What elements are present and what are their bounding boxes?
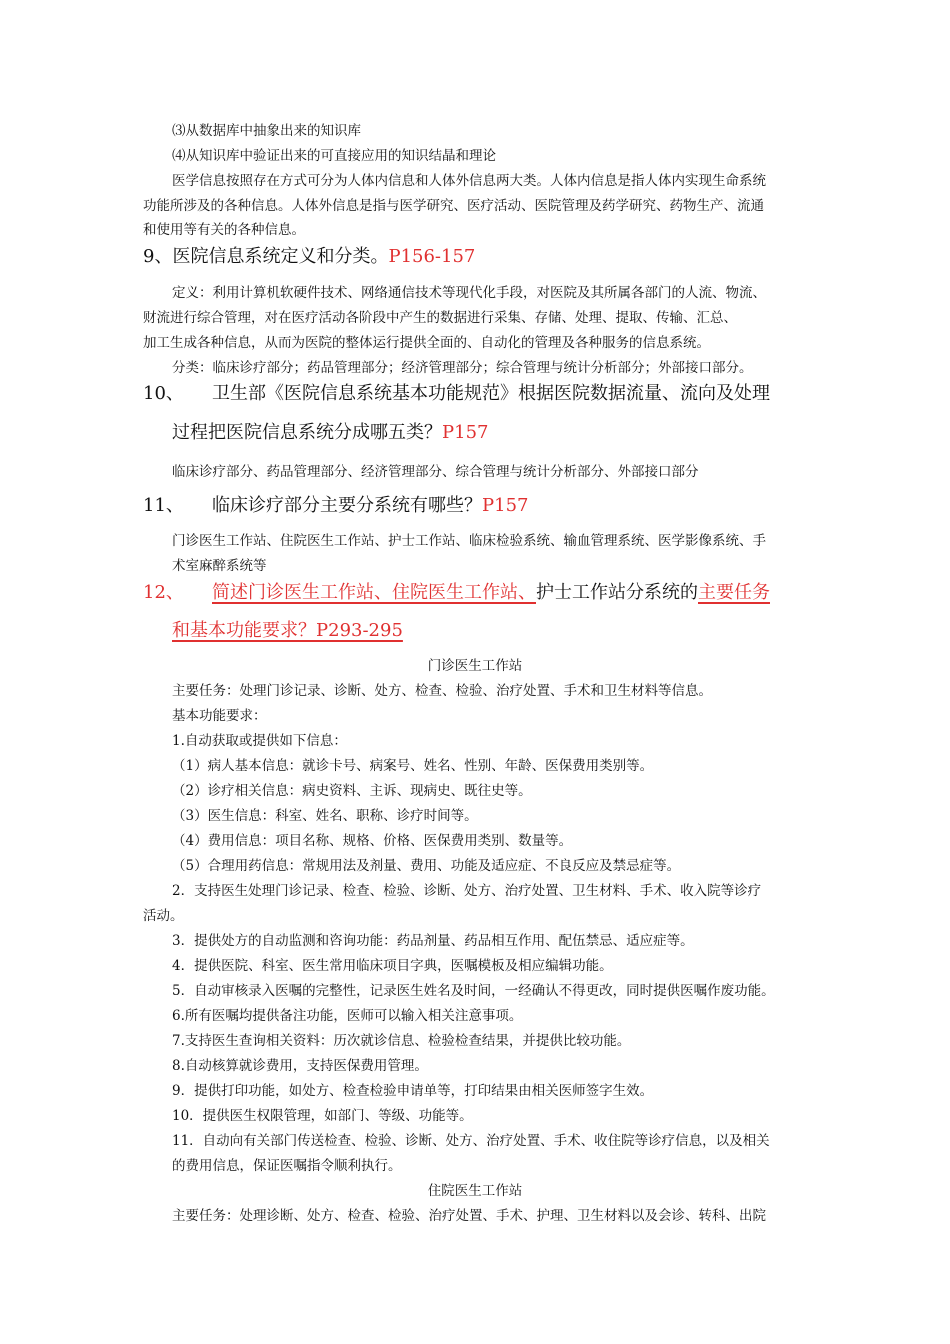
list-item: 9．提供打印功能，如处方、检查检验申请单等，打印结果由相关医师签字生效。 [172,1083,654,1099]
question-title: 过程把医院信息系统分成哪五类？ [172,422,442,443]
list-item: 的费用信息，保证医嘱指令顺利执行。 [172,1158,402,1174]
list-item: （1）病人基本信息：就诊卡号、病案号、姓名、性别、年龄、医保费用类别等。 [172,758,654,774]
answer-text: 临床诊疗部分、药品管理部分、经济管理部分、综合管理与统计分析部分、外部接口部分 [172,464,699,480]
section-heading: 门诊医生工作站 [427,658,523,674]
text-line: 医学信息按照存在方式可分为人体内信息和人体外信息两大类。人体内信息是指人体内实现生命系统 [172,173,766,189]
highlighted-text: 和基本功能要求？P293-295 [172,620,403,641]
question-title: 护士工作站分系统的 [536,582,698,603]
list-item: （3）医生信息：科室、姓名、职称、诊疗时间等。 [172,808,478,824]
page-reference: P157 [482,495,529,516]
list-item: 1.自动获取或提供如下信息： [172,733,347,749]
list-item: （2）诊疗相关信息：病史资料、主诉、现病史、既往史等。 [172,783,532,799]
text-line: 功能所涉及的各种信息。人体外信息是指与医学研究、医疗活动、医院管理及药学研究、药物生产、流通 [143,198,764,214]
answer-text: 术室麻醉系统等 [172,558,267,574]
list-item: 11．自动向有关部门传送检查、检验、诊断、处方、治疗处置、手术、收住院等诊疗信息，以及相关 [172,1133,770,1149]
question-12-heading [212,580,770,606]
list-item: 4．提供医院、科室、医生常用临床项目字典，医嘱模板及相应编辑功能。 [172,958,613,974]
text-line: 财流进行综合管理，对在医疗活动各阶段中产生的数据进行采集、存储、处理、提取、传输、汇总、 [143,310,737,326]
page-reference: P156-157 [388,246,476,267]
text-line: ⑷从知识库中验证出来的可直接应用的知识结晶和理论 [172,148,496,164]
list-item: 活动。 [143,908,184,924]
text-line: ⑶从数据库中抽象出来的知识库 [172,123,361,139]
question-title: 9、医院信息系统定义和分类。 [143,246,389,267]
text-line: 加工生成各种信息，从而为医院的整体运行提供全面的、自动化的管理及各种服务的信息系统。 [143,335,710,351]
question-11-heading [212,493,528,519]
highlighted-text: 主要任务 [698,582,770,603]
list-item: 8.自动核算就诊费用，支持医保费用管理。 [172,1058,428,1074]
question-10-title: 卫生部《医院信息系统基本功能规范》根据医院数据流量、流向及处理 [212,383,770,404]
question-12-heading-cont [172,618,403,644]
list-item: 5．自动审核录入医嘱的完整性，记录医生姓名及时间，一经确认不得更改，同时提供医嘱作废功能。 [172,983,775,999]
page-reference: P157 [442,422,489,443]
list-item: 3．提供处方的自动监测和咨询功能：药品剂量、药品相互作用、配伍禁忌、适应症等。 [172,933,694,949]
question-title: 临床诊疗部分主要分系统有哪些？ [212,495,482,516]
list-item: 2．支持医生处理门诊记录、检查、检验、诊断、处方、治疗处置、卫生材料、手术、收入院等诊疗 [172,883,762,899]
question-number: 11、 [143,495,184,516]
text-line: 和使用等有关的各种信息。 [143,222,305,238]
question-9-heading [143,244,475,270]
list-item: （4）费用信息：项目名称、规格、价格、医保费用类别、数量等。 [172,833,573,849]
answer-text: 门诊医生工作站、住院医生工作站、护士工作站、临床检验系统、输血管理系统、医学影像系统、手 [172,533,766,549]
text-line: 分类：临床诊疗部分；药品管理部分；经济管理部分；综合管理与统计分析部分；外部接口部分。 [172,360,753,376]
question-number: 12、 [143,582,184,603]
list-item: 10．提供医生权限管理，如部门、等级、功能等。 [172,1108,473,1124]
list-item: 7.支持医生查询相关资料：历次就诊信息、检验检查结果，并提供比较功能。 [172,1033,631,1049]
section-heading: 住院医生工作站 [427,1183,523,1199]
list-item: 6.所有医嘱均提供备注功能，医师可以输入相关注意事项。 [172,1008,523,1024]
list-item: （5）合理用药信息：常规用法及剂量、费用、功能及适应症、不良反应及禁忌症等。 [172,858,681,874]
text-line: 主要任务：处理诊断、处方、检查、检验、治疗处置、手术、护理、卫生材料以及会诊、转科、出院 [172,1208,766,1224]
question-10-title-cont [172,420,488,446]
question-number: 10、 [143,383,184,404]
highlighted-text: 简述门诊医生工作站、住院医生工作站、 [212,582,536,603]
text-line: 基本功能要求： [172,708,267,724]
text-line: 主要任务：处理门诊记录、诊断、处方、检查、检验、治疗处置、手术和卫生材料等信息。 [172,683,712,699]
text-line: 定义：利用计算机软硬件技术、网络通信技术等现代化手段，对医院及其所属各部门的人流、物流、 [172,285,766,301]
